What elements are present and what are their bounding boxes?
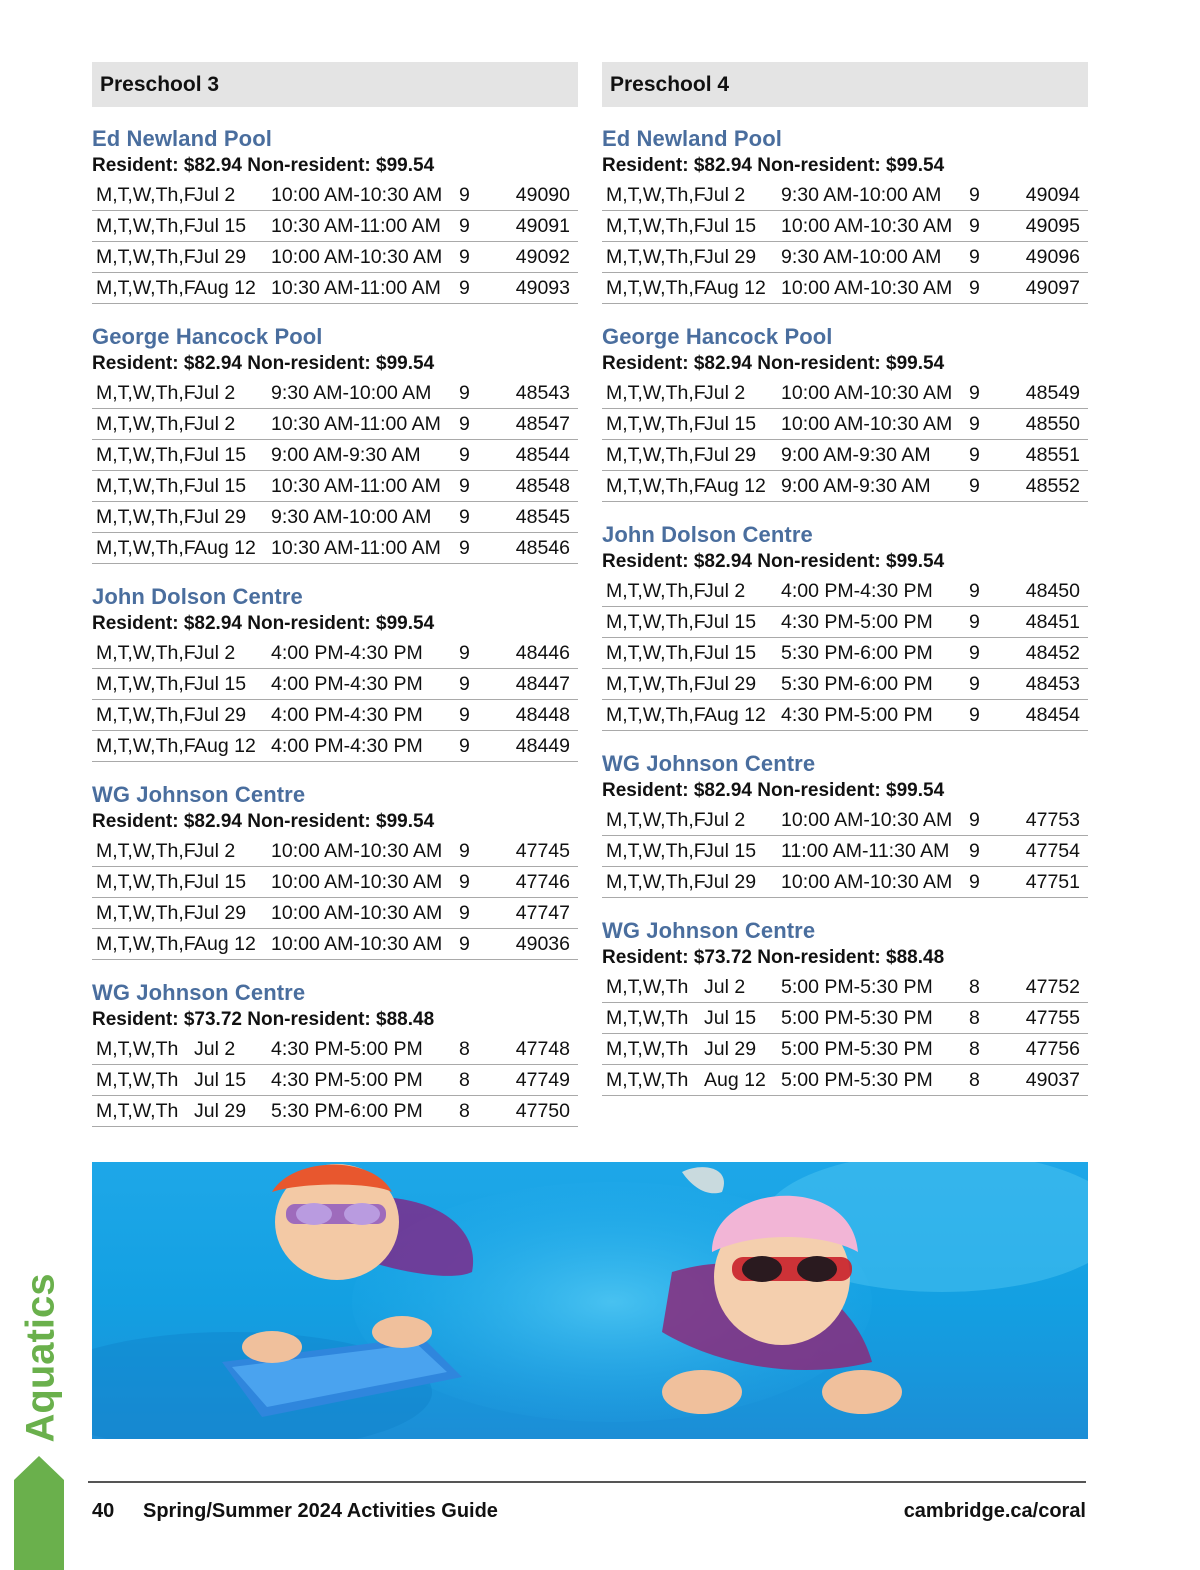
location-section bbox=[602, 918, 1088, 1096]
table-row bbox=[92, 1034, 578, 1065]
barcode-cell: 48551 bbox=[1025, 444, 1080, 466]
table-row bbox=[602, 972, 1088, 1003]
time-cell: 9:30 AM-10:00 AM bbox=[781, 184, 942, 206]
table-row bbox=[92, 929, 578, 960]
time-cell: 10:30 AM-11:00 AM bbox=[271, 413, 441, 435]
footer-url: cambridge.ca/coral bbox=[903, 1500, 1086, 1522]
barcode-cell: 48549 bbox=[1025, 382, 1080, 404]
location-section bbox=[602, 324, 1088, 502]
table-row bbox=[602, 180, 1088, 211]
sessions-cell: 8 bbox=[459, 1038, 470, 1060]
barcode-cell: 49092 bbox=[515, 246, 570, 268]
start-date-cell: Jul 15 bbox=[194, 673, 247, 695]
barcode-cell: 48552 bbox=[1025, 475, 1080, 497]
time-cell: 10:30 AM-11:00 AM bbox=[271, 537, 441, 559]
table-row bbox=[92, 1065, 578, 1096]
start-date-cell: Jul 29 bbox=[704, 444, 757, 466]
start-date-cell: Aug 12 bbox=[704, 1069, 766, 1091]
days-cell: M,T,W,Th,F bbox=[606, 704, 706, 726]
days-cell: M,T,W,Th,F bbox=[606, 277, 706, 299]
time-cell: 10:00 AM-10:30 AM bbox=[781, 871, 953, 893]
time-cell: 9:30 AM-10:00 AM bbox=[271, 506, 432, 528]
start-date-cell: Jul 15 bbox=[704, 413, 757, 435]
barcode-cell: 49095 bbox=[1025, 215, 1080, 237]
section-tab-label bbox=[14, 1270, 68, 1446]
table-row bbox=[92, 242, 578, 273]
table-row bbox=[92, 440, 578, 471]
sessions-cell: 9 bbox=[459, 537, 470, 559]
table-row bbox=[602, 867, 1088, 898]
sessions-cell: 9 bbox=[969, 413, 980, 435]
time-cell: 4:00 PM-4:30 PM bbox=[781, 580, 933, 602]
days-cell: M,T,W,Th,F bbox=[606, 475, 706, 497]
sessions-cell: 9 bbox=[459, 673, 470, 695]
start-date-cell: Jul 29 bbox=[194, 902, 247, 924]
location-section bbox=[602, 126, 1088, 304]
barcode-cell: 48447 bbox=[515, 673, 570, 695]
location-section bbox=[602, 751, 1088, 898]
start-date-cell: Jul 15 bbox=[704, 611, 757, 633]
days-cell: M,T,W,Th,F bbox=[606, 444, 706, 466]
table-row bbox=[92, 471, 578, 502]
time-cell: 5:00 PM-5:30 PM bbox=[781, 976, 933, 998]
table-row bbox=[602, 378, 1088, 409]
days-cell: M,T,W,Th bbox=[606, 1038, 689, 1060]
sessions-cell: 8 bbox=[969, 1007, 980, 1029]
barcode-cell: 47754 bbox=[1025, 840, 1080, 862]
price-line: Resident: $82.94 Non-resident: $99.54 bbox=[602, 353, 945, 374]
table-row bbox=[92, 731, 578, 762]
table-row bbox=[92, 180, 578, 211]
start-date-cell: Jul 29 bbox=[194, 1100, 247, 1122]
time-cell: 10:00 AM-10:30 AM bbox=[271, 184, 443, 206]
barcode-cell: 49093 bbox=[515, 277, 570, 299]
sessions-cell: 9 bbox=[459, 704, 470, 726]
price-line: Resident: $82.94 Non-resident: $99.54 bbox=[602, 780, 945, 801]
location-name: Ed Newland Pool bbox=[602, 126, 782, 151]
time-cell: 9:00 AM-9:30 AM bbox=[781, 475, 931, 497]
start-date-cell: Jul 15 bbox=[704, 215, 757, 237]
table-row bbox=[602, 440, 1088, 471]
barcode-cell: 47747 bbox=[515, 902, 570, 924]
start-date-cell: Aug 12 bbox=[704, 475, 766, 497]
location-section bbox=[92, 782, 578, 960]
barcode-cell: 48452 bbox=[1025, 642, 1080, 664]
start-date-cell: Jul 15 bbox=[194, 1069, 247, 1091]
sessions-cell: 9 bbox=[969, 611, 980, 633]
time-cell: 10:00 AM-10:30 AM bbox=[271, 840, 443, 862]
days-cell: M,T,W,Th,F bbox=[96, 413, 196, 435]
table-row bbox=[602, 805, 1088, 836]
start-date-cell: Jul 29 bbox=[194, 506, 247, 528]
sessions-cell: 9 bbox=[459, 246, 470, 268]
table-row bbox=[602, 1034, 1088, 1065]
footer-divider bbox=[88, 1481, 1086, 1483]
barcode-cell: 48449 bbox=[515, 735, 570, 757]
price-line: Resident: $82.94 Non-resident: $99.54 bbox=[92, 811, 435, 832]
price-line: Resident: $73.72 Non-resident: $88.48 bbox=[92, 1009, 435, 1030]
sessions-cell: 9 bbox=[969, 215, 980, 237]
section-tab-arrow-icon bbox=[14, 1456, 64, 1570]
days-cell: M,T,W,Th,F bbox=[96, 933, 196, 955]
table-row bbox=[92, 638, 578, 669]
days-cell: M,T,W,Th,F bbox=[606, 246, 706, 268]
sessions-cell: 9 bbox=[969, 246, 980, 268]
barcode-cell: 48451 bbox=[1025, 611, 1080, 633]
start-date-cell: Jul 2 bbox=[194, 840, 236, 862]
sessions-cell: 9 bbox=[969, 871, 980, 893]
location-name: John Dolson Centre bbox=[92, 584, 303, 609]
barcode-cell: 47755 bbox=[1025, 1007, 1080, 1029]
start-date-cell: Jul 15 bbox=[194, 475, 247, 497]
time-cell: 4:30 PM-5:00 PM bbox=[271, 1069, 423, 1091]
table-row bbox=[92, 836, 578, 867]
start-date-cell: Jul 2 bbox=[194, 1038, 236, 1060]
days-cell: M,T,W,Th,F bbox=[96, 704, 196, 726]
days-cell: M,T,W,Th,F bbox=[606, 215, 706, 237]
table-row bbox=[602, 1065, 1088, 1096]
time-cell: 9:30 AM-10:00 AM bbox=[781, 246, 942, 268]
time-cell: 4:00 PM-4:30 PM bbox=[271, 704, 423, 726]
table-row bbox=[92, 1096, 578, 1127]
preschool-4-column bbox=[602, 62, 1088, 1096]
location-section bbox=[92, 126, 578, 304]
table-row bbox=[92, 409, 578, 440]
barcode-cell: 47753 bbox=[1025, 809, 1080, 831]
sessions-cell: 9 bbox=[969, 840, 980, 862]
barcode-cell: 47748 bbox=[515, 1038, 570, 1060]
barcode-cell: 48446 bbox=[515, 642, 570, 664]
start-date-cell: Jul 15 bbox=[704, 840, 757, 862]
time-cell: 5:00 PM-5:30 PM bbox=[781, 1038, 933, 1060]
start-date-cell: Aug 12 bbox=[194, 735, 256, 757]
program-header: Preschool 4 bbox=[602, 62, 1088, 107]
sessions-cell: 9 bbox=[969, 673, 980, 695]
table-row bbox=[602, 409, 1088, 440]
start-date-cell: Jul 15 bbox=[194, 871, 247, 893]
days-cell: M,T,W,Th,F bbox=[96, 475, 196, 497]
table-row bbox=[602, 638, 1088, 669]
location-name: WG Johnson Centre bbox=[602, 751, 816, 776]
barcode-cell: 47750 bbox=[515, 1100, 570, 1122]
sessions-cell: 9 bbox=[459, 215, 470, 237]
sessions-cell: 9 bbox=[459, 902, 470, 924]
location-section bbox=[602, 522, 1088, 731]
sessions-cell: 9 bbox=[969, 809, 980, 831]
days-cell: M,T,W,Th,F bbox=[96, 184, 196, 206]
days-cell: M,T,W,Th bbox=[96, 1038, 179, 1060]
days-cell: M,T,W,Th,F bbox=[96, 840, 196, 862]
table-row bbox=[602, 1003, 1088, 1034]
time-cell: 4:00 PM-4:30 PM bbox=[271, 673, 423, 695]
days-cell: M,T,W,Th,F bbox=[96, 871, 196, 893]
sessions-cell: 9 bbox=[969, 444, 980, 466]
start-date-cell: Aug 12 bbox=[194, 277, 256, 299]
barcode-cell: 49096 bbox=[1025, 246, 1080, 268]
days-cell: M,T,W,Th bbox=[606, 1007, 689, 1029]
barcode-cell: 48454 bbox=[1025, 704, 1080, 726]
days-cell: M,T,W,Th bbox=[606, 1069, 689, 1091]
days-cell: M,T,W,Th,F bbox=[606, 673, 706, 695]
price-line: Resident: $82.94 Non-resident: $99.54 bbox=[92, 353, 435, 374]
start-date-cell: Jul 2 bbox=[704, 809, 746, 831]
days-cell: M,T,W,Th,F bbox=[606, 871, 706, 893]
days-cell: M,T,W,Th bbox=[96, 1069, 179, 1091]
barcode-cell: 48545 bbox=[515, 506, 570, 528]
barcode-cell: 48544 bbox=[515, 444, 570, 466]
location-section bbox=[92, 584, 578, 762]
start-date-cell: Jul 2 bbox=[704, 184, 746, 206]
table-row bbox=[92, 378, 578, 409]
days-cell: M,T,W,Th,F bbox=[96, 537, 196, 559]
barcode-cell: 48550 bbox=[1025, 413, 1080, 435]
price-line: Resident: $82.94 Non-resident: $99.54 bbox=[602, 551, 945, 572]
sessions-cell: 9 bbox=[459, 277, 470, 299]
sessions-cell: 9 bbox=[459, 840, 470, 862]
table-row bbox=[92, 273, 578, 304]
location-name: George Hancock Pool bbox=[602, 324, 833, 349]
sessions-cell: 9 bbox=[459, 871, 470, 893]
time-cell: 4:00 PM-4:30 PM bbox=[271, 735, 423, 757]
location-section bbox=[92, 980, 578, 1127]
barcode-cell: 48448 bbox=[515, 704, 570, 726]
start-date-cell: Jul 29 bbox=[194, 704, 247, 726]
time-cell: 10:30 AM-11:00 AM bbox=[271, 277, 441, 299]
location-name: John Dolson Centre bbox=[602, 522, 813, 547]
table-row bbox=[602, 836, 1088, 867]
start-date-cell: Jul 29 bbox=[704, 246, 757, 268]
page-number: 40 bbox=[92, 1500, 115, 1522]
time-cell: 9:00 AM-9:30 AM bbox=[781, 444, 931, 466]
start-date-cell: Jul 2 bbox=[194, 413, 236, 435]
sessions-cell: 9 bbox=[969, 475, 980, 497]
sessions-cell: 8 bbox=[969, 976, 980, 998]
table-row bbox=[602, 242, 1088, 273]
sessions-cell: 8 bbox=[459, 1069, 470, 1091]
barcode-cell: 47745 bbox=[515, 840, 570, 862]
time-cell: 5:00 PM-5:30 PM bbox=[781, 1069, 933, 1091]
days-cell: M,T,W,Th,F bbox=[96, 735, 196, 757]
table-row bbox=[92, 533, 578, 564]
sessions-cell: 8 bbox=[969, 1069, 980, 1091]
barcode-cell: 47752 bbox=[1025, 976, 1080, 998]
days-cell: M,T,W,Th,F bbox=[96, 902, 196, 924]
start-date-cell: Jul 2 bbox=[704, 382, 746, 404]
days-cell: M,T,W,Th,F bbox=[606, 809, 706, 831]
barcode-cell: 47756 bbox=[1025, 1038, 1080, 1060]
table-row bbox=[92, 700, 578, 731]
start-date-cell: Jul 15 bbox=[704, 642, 757, 664]
time-cell: 10:00 AM-10:30 AM bbox=[781, 277, 953, 299]
time-cell: 5:00 PM-5:30 PM bbox=[781, 1007, 933, 1029]
barcode-cell: 49091 bbox=[515, 215, 570, 237]
location-section bbox=[92, 324, 578, 564]
sessions-cell: 9 bbox=[969, 277, 980, 299]
aquatics-label: Aquatics bbox=[18, 1273, 63, 1443]
days-cell: M,T,W,Th,F bbox=[606, 642, 706, 664]
days-cell: M,T,W,Th,F bbox=[606, 840, 706, 862]
location-name: Ed Newland Pool bbox=[92, 126, 272, 151]
sessions-cell: 9 bbox=[459, 413, 470, 435]
sessions-cell: 9 bbox=[459, 933, 470, 955]
barcode-cell: 49037 bbox=[1025, 1069, 1080, 1091]
barcode-cell: 47751 bbox=[1025, 871, 1080, 893]
table-row bbox=[92, 669, 578, 700]
sessions-cell: 9 bbox=[459, 184, 470, 206]
start-date-cell: Aug 12 bbox=[194, 537, 256, 559]
guide-title: Spring/Summer 2024 Activities Guide bbox=[143, 1500, 498, 1522]
sessions-cell: 9 bbox=[969, 704, 980, 726]
days-cell: M,T,W,Th,F bbox=[606, 611, 706, 633]
time-cell: 10:00 AM-10:30 AM bbox=[271, 871, 443, 893]
start-date-cell: Jul 29 bbox=[704, 673, 757, 695]
sessions-cell: 9 bbox=[969, 580, 980, 602]
barcode-cell: 48543 bbox=[515, 382, 570, 404]
sessions-cell: 9 bbox=[459, 444, 470, 466]
table-row bbox=[602, 669, 1088, 700]
table-row bbox=[602, 273, 1088, 304]
table-row bbox=[602, 607, 1088, 638]
sessions-cell: 9 bbox=[459, 506, 470, 528]
time-cell: 10:00 AM-10:30 AM bbox=[781, 413, 953, 435]
days-cell: M,T,W,Th,F bbox=[96, 444, 196, 466]
time-cell: 10:00 AM-10:30 AM bbox=[781, 382, 953, 404]
barcode-cell: 48450 bbox=[1025, 580, 1080, 602]
location-name: WG Johnson Centre bbox=[92, 782, 306, 807]
days-cell: M,T,W,Th,F bbox=[96, 642, 196, 664]
start-date-cell: Jul 2 bbox=[194, 382, 236, 404]
time-cell: 10:00 AM-10:30 AM bbox=[271, 902, 443, 924]
days-cell: M,T,W,Th,F bbox=[96, 215, 196, 237]
barcode-cell: 48546 bbox=[515, 537, 570, 559]
barcode-cell: 48548 bbox=[515, 475, 570, 497]
swimming-children-photo bbox=[92, 1162, 1088, 1439]
time-cell: 4:30 PM-5:00 PM bbox=[781, 611, 933, 633]
barcode-cell: 49090 bbox=[515, 184, 570, 206]
days-cell: M,T,W,Th,F bbox=[606, 580, 706, 602]
time-cell: 5:30 PM-6:00 PM bbox=[781, 673, 933, 695]
start-date-cell: Jul 29 bbox=[194, 246, 247, 268]
time-cell: 5:30 PM-6:00 PM bbox=[781, 642, 933, 664]
days-cell: M,T,W,Th,F bbox=[606, 184, 706, 206]
price-line: Resident: $73.72 Non-resident: $88.48 bbox=[602, 947, 945, 968]
table-row bbox=[602, 576, 1088, 607]
days-cell: M,T,W,Th bbox=[606, 976, 689, 998]
time-cell: 10:00 AM-10:30 AM bbox=[781, 215, 953, 237]
table-row bbox=[602, 700, 1088, 731]
start-date-cell: Jul 15 bbox=[194, 444, 247, 466]
days-cell: M,T,W,Th,F bbox=[96, 277, 196, 299]
start-date-cell: Jul 2 bbox=[194, 184, 236, 206]
price-line: Resident: $82.94 Non-resident: $99.54 bbox=[92, 613, 435, 634]
sessions-cell: 9 bbox=[969, 184, 980, 206]
start-date-cell: Jul 29 bbox=[704, 871, 757, 893]
price-line: Resident: $82.94 Non-resident: $99.54 bbox=[602, 155, 945, 176]
start-date-cell: Jul 2 bbox=[194, 642, 236, 664]
days-cell: M,T,W,Th,F bbox=[96, 506, 196, 528]
preschool-3-column bbox=[92, 62, 578, 1127]
days-cell: M,T,W,Th bbox=[96, 1100, 179, 1122]
days-cell: M,T,W,Th,F bbox=[606, 413, 706, 435]
table-row bbox=[92, 502, 578, 533]
start-date-cell: Jul 2 bbox=[704, 976, 746, 998]
start-date-cell: Aug 12 bbox=[704, 704, 766, 726]
sessions-cell: 9 bbox=[459, 735, 470, 757]
barcode-cell: 47749 bbox=[515, 1069, 570, 1091]
time-cell: 4:30 PM-5:00 PM bbox=[271, 1038, 423, 1060]
sessions-cell: 8 bbox=[969, 1038, 980, 1060]
price-line: Resident: $82.94 Non-resident: $99.54 bbox=[92, 155, 435, 176]
time-cell: 5:30 PM-6:00 PM bbox=[271, 1100, 423, 1122]
time-cell: 10:00 AM-10:30 AM bbox=[781, 809, 953, 831]
table-row bbox=[602, 211, 1088, 242]
sessions-cell: 9 bbox=[459, 475, 470, 497]
barcode-cell: 49036 bbox=[515, 933, 570, 955]
barcode-cell: 49097 bbox=[1025, 277, 1080, 299]
days-cell: M,T,W,Th,F bbox=[96, 382, 196, 404]
time-cell: 9:30 AM-10:00 AM bbox=[271, 382, 432, 404]
start-date-cell: Aug 12 bbox=[194, 933, 256, 955]
location-name: George Hancock Pool bbox=[92, 324, 323, 349]
days-cell: M,T,W,Th,F bbox=[96, 246, 196, 268]
sessions-cell: 9 bbox=[459, 642, 470, 664]
table-row bbox=[92, 211, 578, 242]
days-cell: M,T,W,Th,F bbox=[96, 673, 196, 695]
days-cell: M,T,W,Th,F bbox=[606, 382, 706, 404]
time-cell: 10:30 AM-11:00 AM bbox=[271, 215, 441, 237]
barcode-cell: 47746 bbox=[515, 871, 570, 893]
sessions-cell: 8 bbox=[459, 1100, 470, 1122]
location-name: WG Johnson Centre bbox=[602, 918, 816, 943]
time-cell: 10:00 AM-10:30 AM bbox=[271, 933, 443, 955]
table-row bbox=[92, 898, 578, 929]
sessions-cell: 9 bbox=[969, 642, 980, 664]
time-cell: 4:00 PM-4:30 PM bbox=[271, 642, 423, 664]
time-cell: 10:30 AM-11:00 AM bbox=[271, 475, 441, 497]
barcode-cell: 48453 bbox=[1025, 673, 1080, 695]
location-name: WG Johnson Centre bbox=[92, 980, 306, 1005]
sessions-cell: 9 bbox=[459, 382, 470, 404]
start-date-cell: Jul 15 bbox=[194, 215, 247, 237]
barcode-cell: 49094 bbox=[1025, 184, 1080, 206]
time-cell: 4:30 PM-5:00 PM bbox=[781, 704, 933, 726]
start-date-cell: Jul 15 bbox=[704, 1007, 757, 1029]
time-cell: 9:00 AM-9:30 AM bbox=[271, 444, 421, 466]
barcode-cell: 48547 bbox=[515, 413, 570, 435]
start-date-cell: Jul 29 bbox=[704, 1038, 757, 1060]
table-row bbox=[602, 471, 1088, 502]
time-cell: 11:00 AM-11:30 AM bbox=[781, 840, 950, 862]
program-header: Preschool 3 bbox=[92, 62, 578, 107]
start-date-cell: Jul 2 bbox=[704, 580, 746, 602]
time-cell: 10:00 AM-10:30 AM bbox=[271, 246, 443, 268]
sessions-cell: 9 bbox=[969, 382, 980, 404]
table-row bbox=[92, 867, 578, 898]
start-date-cell: Aug 12 bbox=[704, 277, 766, 299]
